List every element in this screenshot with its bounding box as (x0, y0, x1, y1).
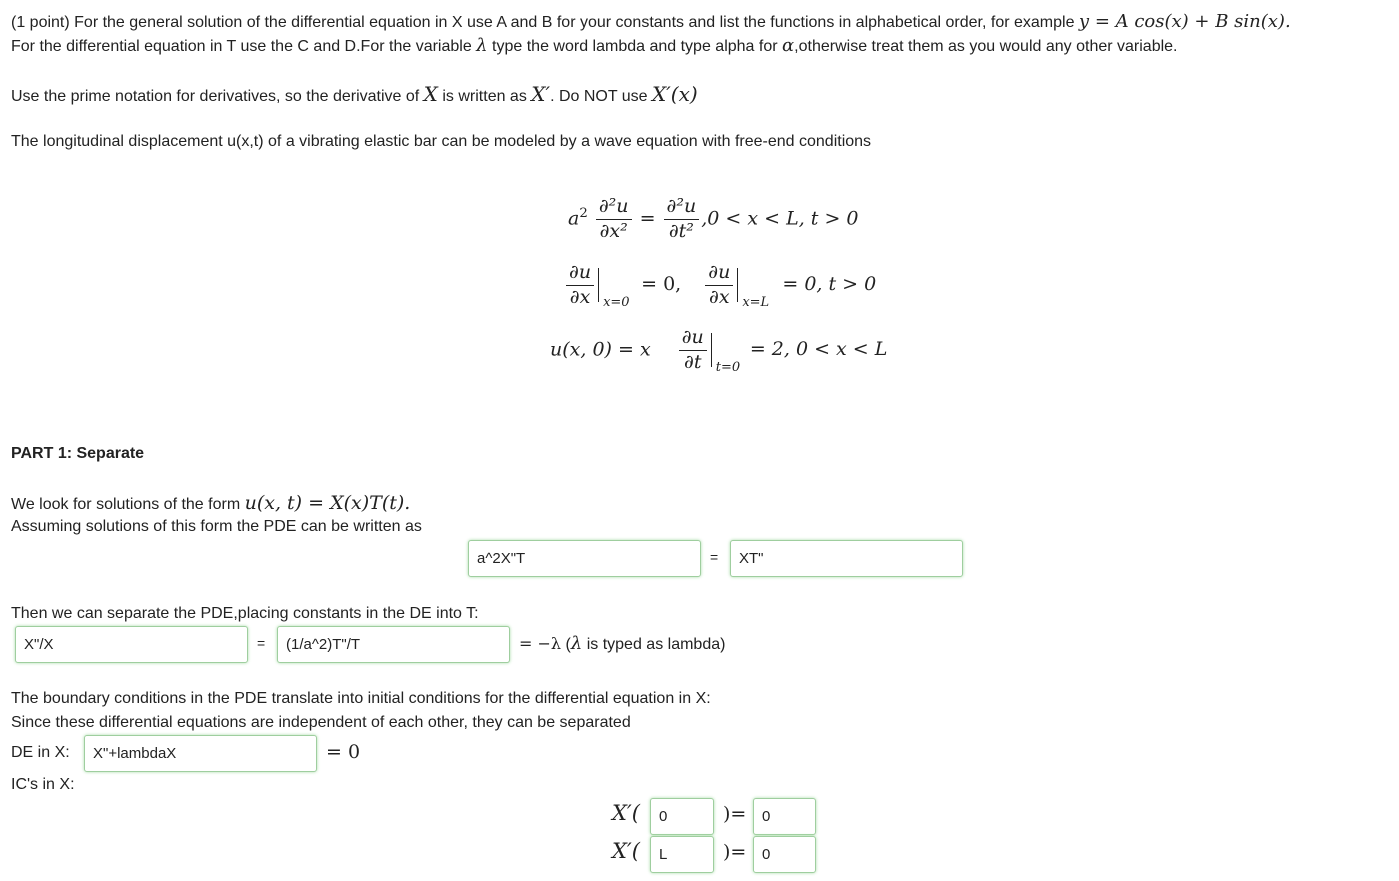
ic-row-2-close: )= (723, 841, 747, 863)
equals-sign: = (710, 549, 719, 565)
ic-2-arg-input[interactable] (650, 836, 714, 873)
ic-row-1-lhs: X′( (612, 801, 640, 825)
separate-text: Then we can separate the PDE,placing constants in the DE into T: (11, 605, 479, 622)
solution-form: We look for solutions of the form u(x, t) = X(x)T(t). (11, 492, 411, 514)
problem-statement: The longitudinal displacement u(x,t) of a vibrating elastic bar can be modeled by a wave equation with free-end conditions (11, 133, 872, 150)
bc-text-1: The boundary conditions in the PDE translate into initial conditions for the differential equation in X: (11, 690, 711, 707)
instructions-line-1: (1 point) For the general solution of the differential equation in X use A and B for your constants and list the functions in alphabetical order, for example y = A cos(x) + B sin(x). (11, 11, 1291, 32)
part1-heading: PART 1: Separate (11, 445, 145, 462)
pde-lhs-input[interactable] (468, 540, 701, 577)
ic-1-value-input[interactable] (753, 798, 816, 835)
assumption-text: Assuming solutions of this form the PDE can be written as (11, 518, 422, 535)
instructions-line-2: For the differential equation in T use the C and D.For the variable λ type the word lambda and type alpha for α,otherwise treat them as you would any other variable. (11, 35, 1178, 56)
de-label: DE in X: (11, 744, 70, 761)
wave-equation: $a^2$ $\frac{\text{∂²u}}{\text{∂x²}}$ = $\frac{\text{∂²u}}{\text{∂t²}}$ ,0 < x < L, t > 0 (568, 195, 859, 242)
equals-sign: = (257, 635, 266, 651)
pde-rhs-input[interactable] (730, 540, 963, 577)
de-equals-zero: = 0 (326, 741, 361, 763)
ic-label: IC's in X: (11, 776, 75, 793)
initial-conditions: u(x, 0) = x $\frac{\partial u}{\partial t}$ t=0 = 2, 0 < x < L (550, 326, 888, 376)
separation-constant-note: = −λ (λ is typed as lambda) (519, 633, 726, 654)
example-formula: y = A cos(x) + B sin(x). (1078, 11, 1291, 32)
prime-notation-note: Use the prime notation for derivatives, so the derivative of X is written as X′. Do NOT use X′(x) (11, 82, 698, 106)
sep-lhs-input[interactable] (15, 626, 248, 663)
de-x-input[interactable] (84, 735, 317, 772)
sep-rhs-input[interactable] (277, 626, 510, 663)
ic-2-value-input[interactable] (753, 836, 816, 873)
bc-text-2: Since these differential equations are independent of each other, they can be separated (11, 714, 631, 731)
boundary-conditions: $\frac{\partial u}{\partial x}$ x=0 = 0, $\frac{\partial u}{\partial x}$ x=L = 0, t > 0 (564, 262, 876, 309)
ic-row-1-close: )= (723, 803, 747, 825)
ic-row-2-lhs: X′( (612, 839, 640, 863)
ic-1-arg-input[interactable] (650, 798, 714, 835)
